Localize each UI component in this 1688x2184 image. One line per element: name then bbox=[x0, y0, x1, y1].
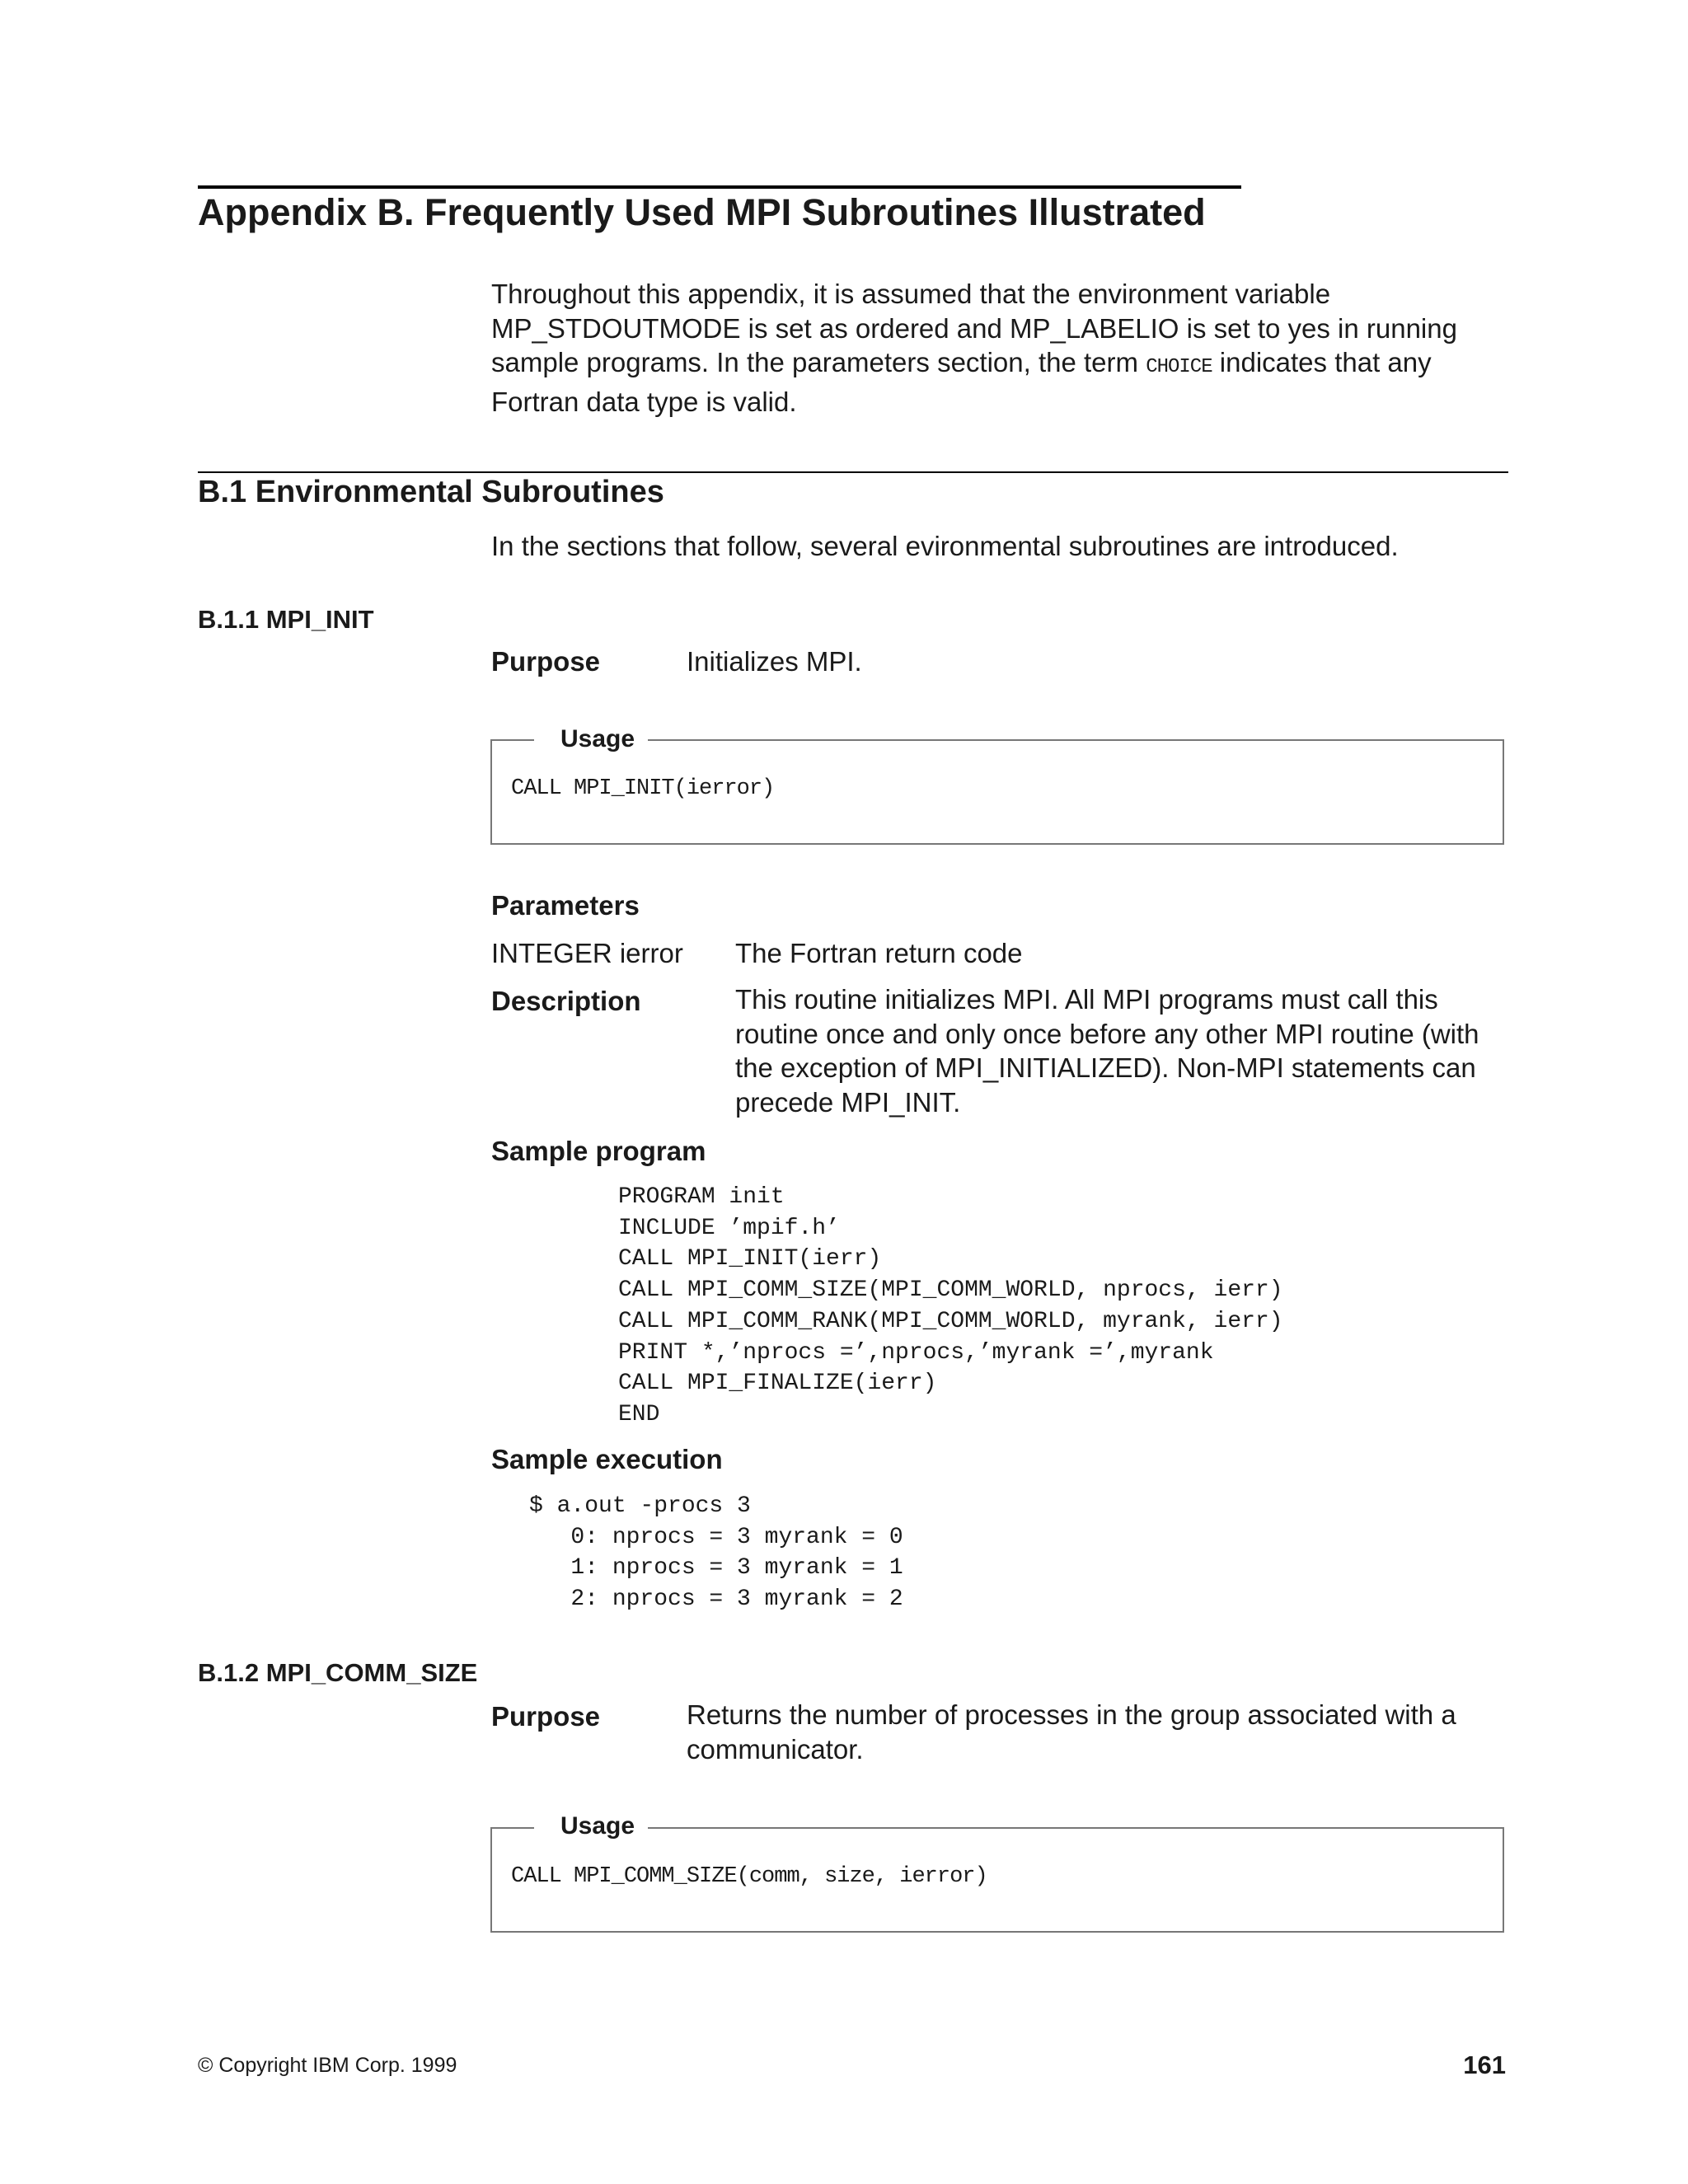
sample-program-code: PROGRAM init INCLUDE ’mpif.h’ CALL MPI_INIT(ierr) CALL MPI_COMM_SIZE(MPI_COMM_WORLD, nprocs, ierr) CALL MPI_COMM_RANK(MPI_COMM_WORLD, myrank, ierr) PRINT *,’nprocs =’,nprocs,’myrank =’,myrank CALL MPI_FINALIZE(ierr) END bbox=[618, 1184, 1283, 1427]
chapter-title: Appendix B. Frequently Used MPI Subroutines Illustrated bbox=[198, 191, 1206, 233]
sample-execution-output: $ a.out -procs 3 0: nprocs = 3 myrank = 0 1: nprocs = 3 myrank = 1 2: nprocs = 3 myrank = 2 bbox=[529, 1493, 903, 1613]
section-title: B.1 Environmental Subroutines bbox=[198, 475, 664, 509]
page-number: 161 bbox=[1463, 2050, 1506, 2079]
intro-term-choice: CHOICE bbox=[1146, 356, 1212, 378]
description-label: Description bbox=[491, 986, 641, 1016]
sample-execution-label: Sample execution bbox=[491, 1444, 723, 1474]
subsection-title-mpi-init: B.1.1 MPI_INIT bbox=[198, 605, 374, 634]
chapter-title-rule bbox=[198, 185, 1241, 189]
usage-code: CALL MPI_COMM_SIZE(comm, size, ierror) bbox=[511, 1864, 987, 1889]
intro-text-end: indicates that any Fortran data type is valid. bbox=[491, 347, 1432, 417]
description-text: This routine initializes MPI. All MPI programs must call this routine once and only once before any other MPI routine (with the exception of MPI_INITIALIZED). Non-MPI statements can precede MPI_INIT. bbox=[735, 984, 1479, 1118]
purpose-text: Initializes MPI. bbox=[687, 646, 862, 677]
purpose-text: Returns the number of processes in the group associated with a communicator. bbox=[687, 1699, 1456, 1765]
purpose-label: Purpose bbox=[491, 646, 601, 677]
sample-program-label: Sample program bbox=[491, 1136, 706, 1166]
intro-text-start: Throughout this appendix, it is assumed that the environment variable MP_STDOUTMODE is set as ordered and MP_LABELIO is set to yes in running sample programs. In the parameters section, the term bbox=[491, 279, 1457, 377]
subsection-title-mpi-comm-size: B.1.2 MPI_COMM_SIZE bbox=[198, 1658, 478, 1687]
usage-code: CALL MPI_INIT(ierror) bbox=[511, 776, 775, 801]
purpose-label: Purpose bbox=[491, 1701, 601, 1732]
section-title-rule bbox=[198, 471, 1508, 473]
param-description: The Fortran return code bbox=[735, 938, 1023, 968]
section-intro: In the sections that follow, several evironmental subroutines are introduced. bbox=[491, 531, 1399, 561]
usage-label: Usage bbox=[534, 1812, 648, 1840]
param-name: INTEGER ierror bbox=[491, 938, 683, 968]
footer-copyright: © Copyright IBM Corp. 1999 bbox=[198, 2054, 457, 2077]
intro-paragraph bbox=[491, 277, 1513, 419]
parameters-label: Parameters bbox=[491, 890, 640, 921]
usage-label: Usage bbox=[534, 725, 648, 753]
